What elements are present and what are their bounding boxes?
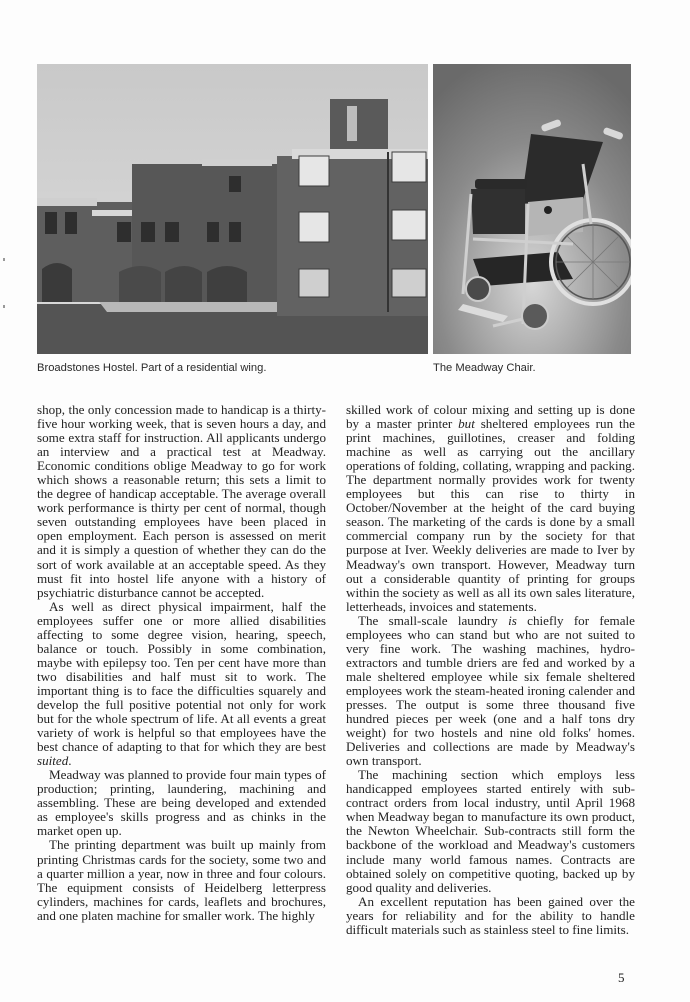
paragraph-text: sheltered employees run the print machines, guillotines, creaser and folding machine as well as carrying out the ancillary operations of folding, collating, wrapping and packing. The department normally provides work for twenty employees but this can rise to thirty in October/November at the height of the card buying season. The marketing of the cards is done by a small commercial company run by the society for that purpose at Iver. Weekly deliveries are made to Iver by Meadway's own transport. However, Meadway turn out a considerable quantity of printing for groups within the society as well as all its own sales literature, letterheads, invoices and statements. bbox=[346, 416, 635, 614]
paragraph: The printing department was built up mainly from printing Christmas cards for the society, some two and a quarter million a year, now in three and four colours. The equipment consists of Heidelberg letterpress cylinders, machines for cards, leaflets and brochures, and one platen machine for smaller work. The highly bbox=[37, 837, 326, 923]
paragraph bbox=[37, 600, 326, 769]
paragraph: Meadway was planned to provide four main types of production; printing, laundering, machining and assembling. These are being developed and extended as employee's skills progress and as chinks in the market open up. bbox=[37, 767, 326, 839]
hostel-building-photo bbox=[37, 64, 428, 354]
paragraph-text: As well as direct physical impairment, half the employees suffer one or more allied disabilities affecting to some degree vision, hearing, speech, balance or touch. Possibly in some combination, maybe with epilepsy too. Ten per cent have more than two disabilities and half must sit to work. The important thing is to face the difficulties squarely and develop the full positive potential not only for work but for the whole spectrum of life. At all events a great variety of work is helpful so that employees have the best chance of adapting to that for which they are best bbox=[37, 598, 326, 755]
body-column-left bbox=[37, 403, 326, 923]
wheelchair-photo bbox=[433, 64, 631, 354]
emphasis-text: is bbox=[508, 612, 517, 628]
paragraph bbox=[346, 614, 635, 769]
paragraph-text: The small-scale laundry bbox=[358, 612, 509, 628]
page-number: 5 bbox=[618, 970, 625, 985]
paragraph bbox=[346, 403, 635, 614]
scan-edge-mark bbox=[3, 258, 5, 261]
figure-caption-chair: The Meadway Chair. bbox=[433, 362, 536, 374]
body-column-right bbox=[346, 403, 635, 937]
paragraph-text: skilled work of colour mixing and setting up is done by a master printer bbox=[346, 402, 635, 432]
paragraph-text: chiefly for female employees who can stand but who are not suited to very fine work. The washing machines, hydro-extractors and tumble driers are fed and worked by a male sheltered employee while six female sheltered employees work the steam-heated ironing calender and presses. The output is some three thousand five hundred pieces per week (one and a half tons dry weight) for two hostels and nine old folks' homes. Deliveries and collections are made by Meadway's own transport. bbox=[346, 612, 635, 769]
scan-edge-mark bbox=[3, 305, 5, 308]
figure-caption-hostel: Broadstones Hostel. Part of a residential wing. bbox=[37, 362, 267, 374]
paragraph-text: . bbox=[68, 753, 72, 769]
paragraph: The machining section which employs less handicapped employees started entirely with sub-contract orders from local industry, until April 1968 when Meadway began to manufacture its own product, the Newton Wheelchair. Sub-contracts still form the backbone of the workload and Meadway's customers include many world famous names. Contracts are obtained solely on competitive quoting, backed up by good quality and deliveries. bbox=[346, 767, 635, 895]
paragraph: An excellent reputation has been gained over the years for reliability and for the ability to handle difficult materials such as stainless steel to fine limits. bbox=[346, 893, 635, 937]
paragraph: shop, the only concession made to handicap is a thirty-five hour working week, that is seven hours a day, and some extra staff for instruction. All applicants undergo an interview and a practical test at Meadway. Economic conditions oblige Meadway to go for work which shows a reasonable return; this sets a limit to the degree of handicap acceptable. The average overall work performance is thirty per cent of normal, though seven outstanding employees have been placed in open employment. Each person is assessed on merit and it is simply a question of whether they can do the sort of work available at an acceptable speed. As they must fit into hostel life anyone with a history of psychiatric disturbance cannot be accepted. bbox=[37, 402, 326, 600]
emphasis-text: suited bbox=[37, 753, 69, 769]
building-image-icon bbox=[37, 64, 428, 354]
wheelchair-image-icon bbox=[433, 64, 631, 354]
emphasis-text: but bbox=[458, 416, 475, 432]
